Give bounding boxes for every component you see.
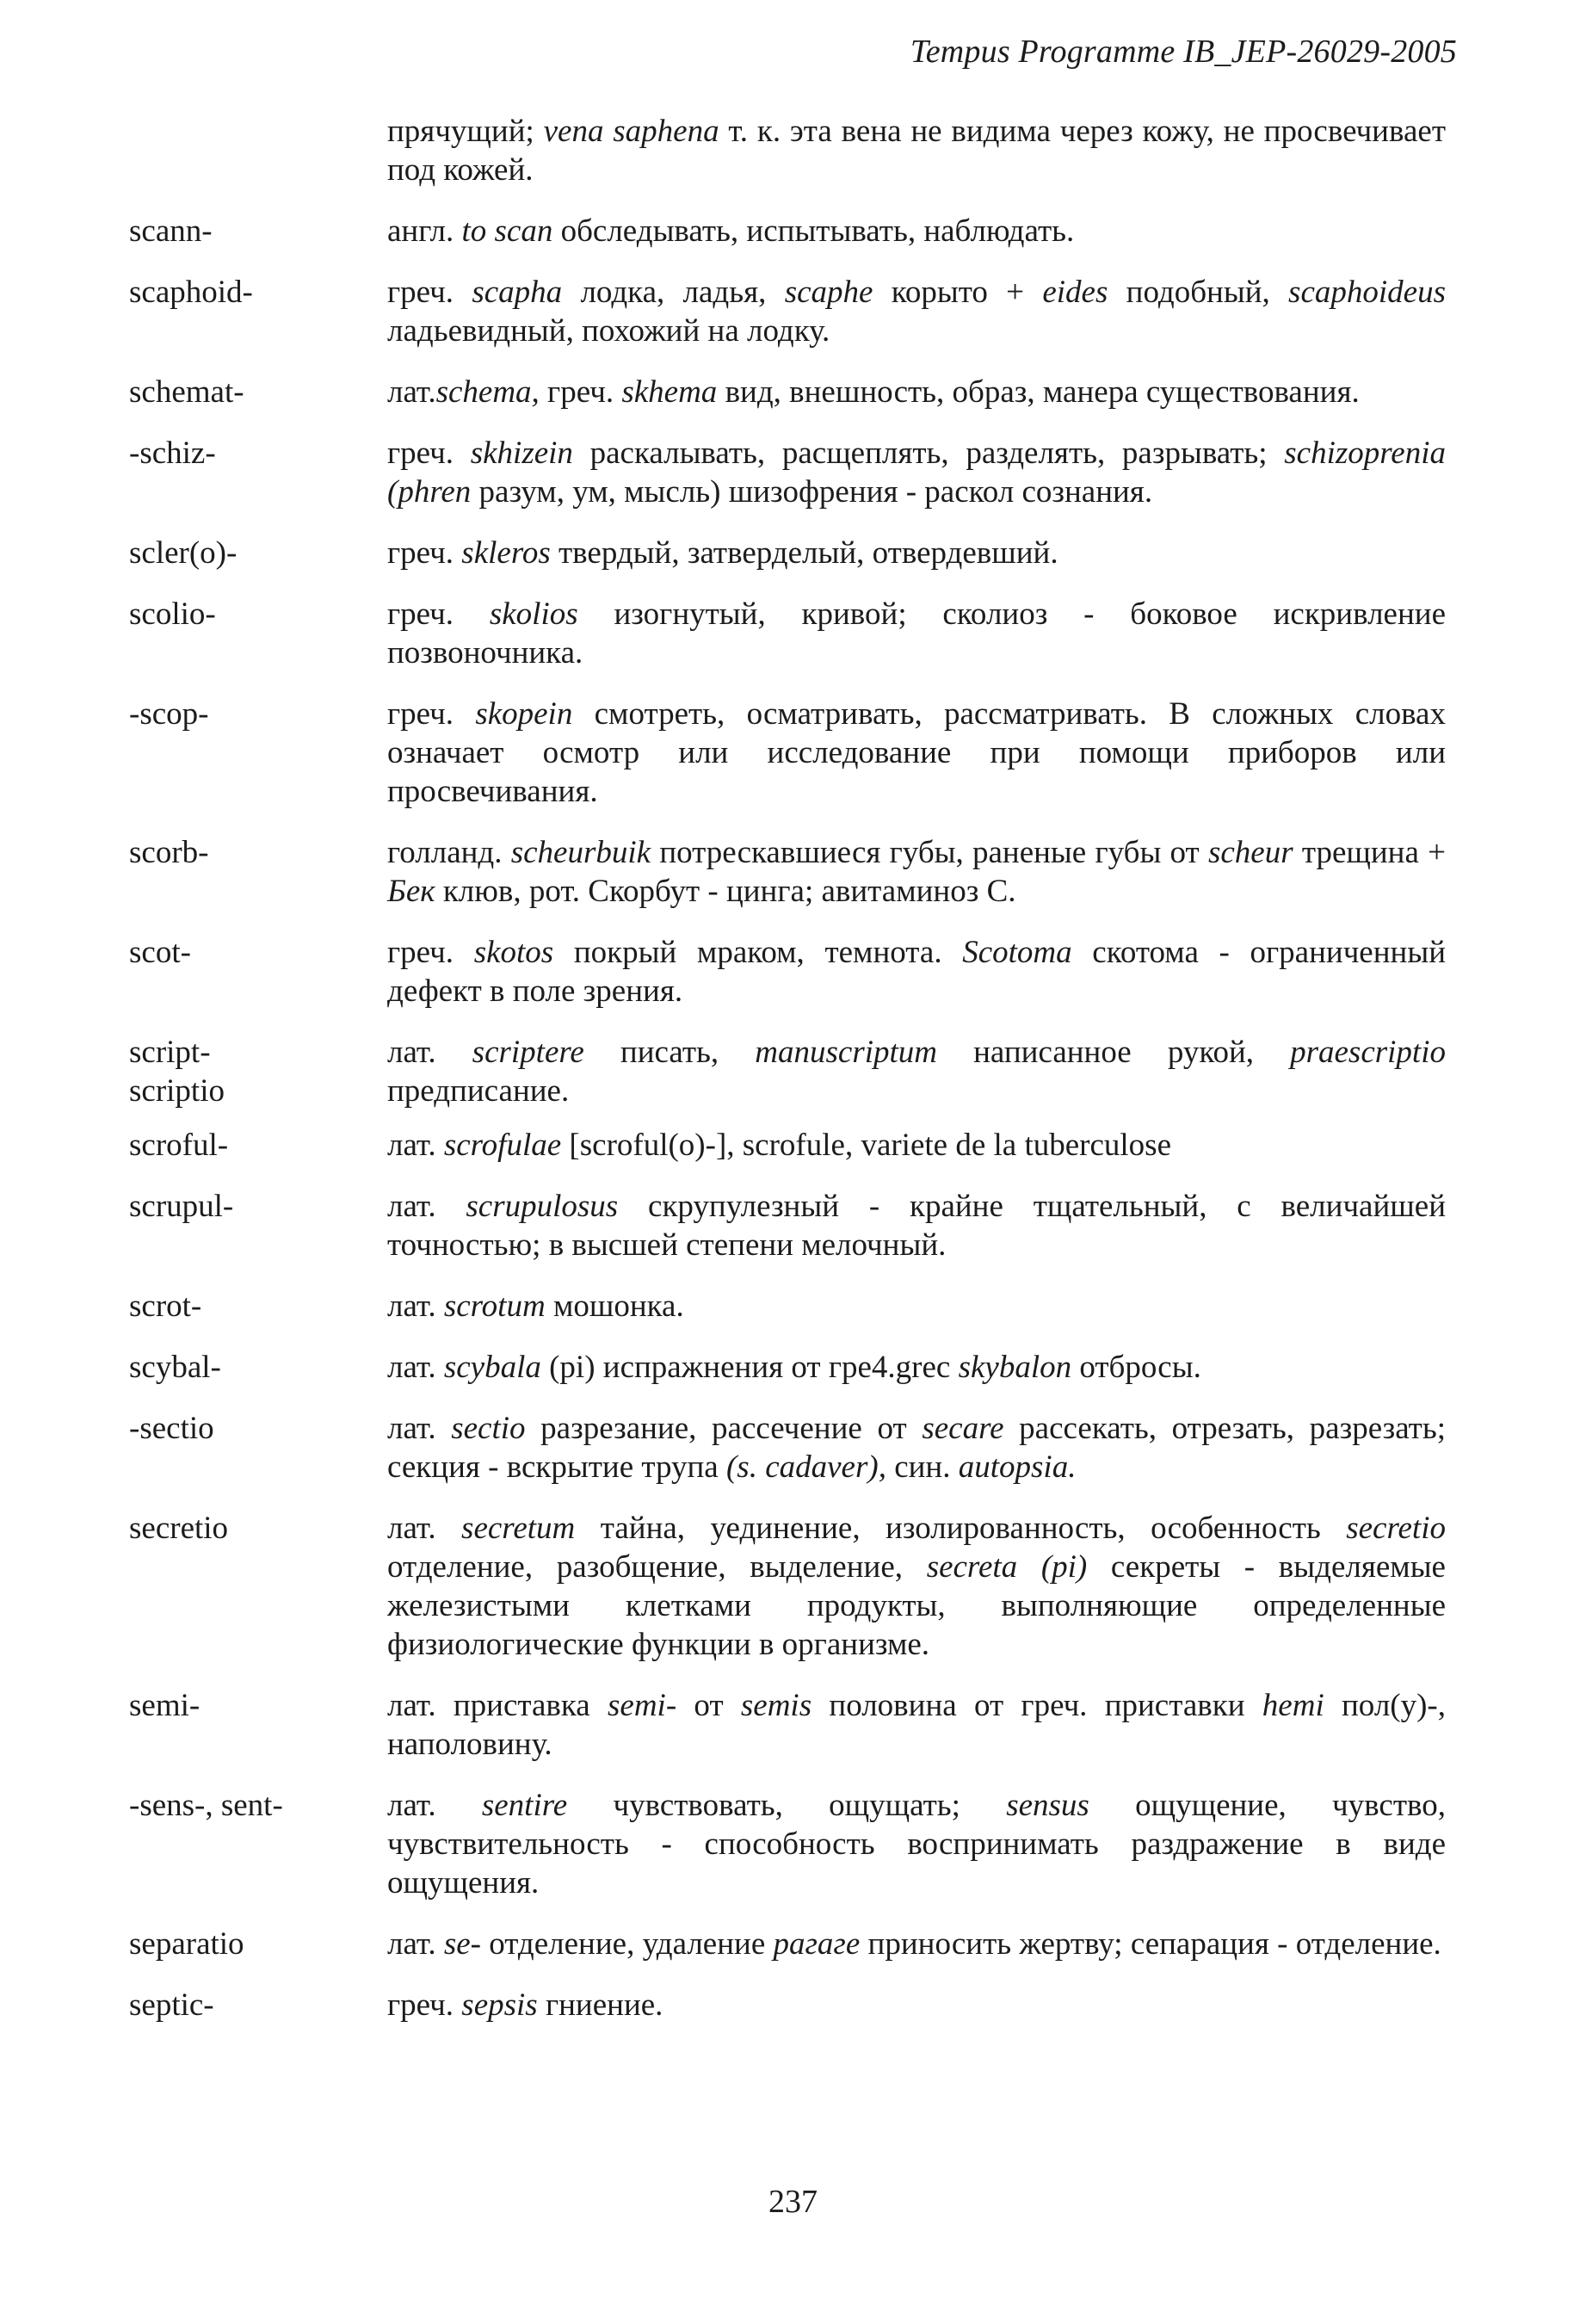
italic-word: secreta (pi)	[926, 1549, 1088, 1585]
definition-text: чувствовать, ощущать;	[567, 1788, 1007, 1823]
definition-text: греч.	[387, 935, 474, 970]
definition-text: греч.	[387, 1987, 462, 2023]
italic-word: (s. cadaver),	[725, 1449, 886, 1485]
italic-word: skotos	[473, 935, 554, 970]
definition-text: мошонка.	[545, 1289, 684, 1324]
definition-text: лат.	[387, 1926, 444, 1962]
definition-text: половина от греч. приставки	[812, 1688, 1262, 1723]
italic-word: autopsia.	[958, 1449, 1077, 1485]
italic-word: semi-	[608, 1688, 677, 1723]
definition-text: [scroful(o)-], scrofule, variete de la tuberculose	[561, 1128, 1172, 1163]
entry-definition	[387, 1786, 1446, 1902]
definition-text: трещина +	[1293, 835, 1446, 870]
definition-text: гниение.	[537, 1987, 663, 2023]
italic-word: vena saphena	[543, 114, 719, 149]
glossary-entry	[129, 112, 1446, 189]
definition-text: скрупулезный - крайне тщательный, с величайшей точностью; в высшей степени мелочный.	[387, 1189, 1446, 1263]
italic-word: sensus	[1006, 1788, 1089, 1823]
entry-definition	[387, 273, 1446, 350]
glossary-entry	[129, 1986, 1446, 2024]
entry-term: separatio	[129, 1926, 244, 1962]
italic-word: skolios	[489, 596, 578, 632]
glossary-entry	[129, 434, 1446, 511]
definition-text: приносить жертву; сепарация - отделение.	[860, 1926, 1441, 1962]
definition-text: лат.	[387, 1128, 444, 1163]
glossary-entry	[129, 1187, 1446, 1264]
entry-definition	[387, 112, 1446, 189]
entry-term: semi-	[129, 1688, 201, 1723]
definition-text: рассекать, отрезать, разрезать; секция - вскрытие трупа	[387, 1411, 1446, 1485]
definition-text: греч.	[387, 436, 471, 471]
entry-term: scaphoid-	[129, 275, 253, 310]
definition-text: лат.	[387, 1788, 482, 1823]
definition-text: разум, ум, мысль) шизофрения - раскол сознания.	[471, 474, 1153, 510]
glossary-entry	[129, 1126, 1446, 1165]
entry-definition	[387, 1033, 1446, 1110]
glossary-entry	[129, 1348, 1446, 1387]
definition-text: т. к. эта вена не видима через кожу, не просвечивает под кожей.	[387, 114, 1446, 188]
italic-word: scybala	[443, 1350, 541, 1385]
entry-definition	[387, 595, 1446, 672]
entry-definition	[387, 1925, 1446, 1963]
italic-word: scaphe	[784, 275, 873, 310]
definition-text: лодка, ладья,	[562, 275, 785, 310]
definition-text: обследывать, испытывать, наблюдать.	[552, 213, 1075, 249]
glossary-entry	[129, 1925, 1446, 1963]
definition-text: ладьевидный, похожий на лодку.	[387, 313, 830, 349]
definition-text: (pi) испражнения от гре4.grec	[540, 1350, 959, 1385]
definition-text: отделение, разобщение, выделение,	[387, 1549, 927, 1585]
italic-word: scapha	[472, 275, 563, 310]
italic-word: schema,	[435, 374, 540, 410]
definition-text: смотреть, осматривать, рассматривать. В сложных словах означает осмотр или исследование при помощи приборов или просвечивания.	[387, 696, 1446, 809]
definition-text: покрый мраком, темнота.	[553, 935, 963, 970]
italic-word: hemi	[1262, 1688, 1324, 1723]
definition-text: отбросы.	[1071, 1350, 1201, 1385]
entry-definition	[387, 695, 1446, 811]
entry-definition	[387, 1686, 1446, 1764]
definition-text: вид, внешность, образ, манера существования.	[717, 374, 1360, 410]
italic-word: skybalon	[958, 1350, 1072, 1385]
entry-definition	[387, 1509, 1446, 1664]
italic-word: to scan	[461, 213, 553, 249]
italic-word: skhizein	[470, 436, 573, 471]
entry-term: scorb-	[129, 835, 209, 870]
italic-word: scheurbuik	[510, 835, 651, 870]
italic-word: scriptere	[472, 1035, 584, 1070]
glossary-entry	[129, 833, 1446, 911]
italic-word: scaphoideus	[1288, 275, 1446, 310]
glossary-entry	[129, 695, 1446, 811]
entry-term: scolio-	[129, 596, 216, 632]
definition-text: тайна, уединение, изолированность, особенность	[575, 1511, 1347, 1546]
entry-definition	[387, 212, 1446, 250]
definition-text: греч.	[539, 374, 622, 410]
entry-term: secretio	[129, 1511, 229, 1546]
italic-word: praescriptio	[1290, 1035, 1446, 1070]
definition-text: лат.	[387, 1511, 462, 1546]
definition-text: лат.	[387, 374, 436, 410]
entry-term: -sens-, sent-	[129, 1788, 283, 1823]
definition-text: прячущий;	[387, 114, 544, 149]
entry-term: schemat-	[129, 374, 244, 410]
italic-word: manuscriptum	[755, 1035, 938, 1070]
entry-term: scroful-	[129, 1128, 229, 1163]
page-number: 237	[768, 2184, 818, 2220]
glossary-entry	[129, 1287, 1446, 1326]
definition-text: лат.	[387, 1411, 452, 1446]
italic-word: scrupulosus	[466, 1189, 619, 1224]
definition-text: изогнутый, кривой; сколиоз - боковое искривление позвоночника.	[387, 596, 1446, 671]
definition-text: разрезание, рассечение от	[525, 1411, 923, 1446]
definition-text: греч.	[387, 275, 472, 310]
glossary-entry	[129, 212, 1446, 250]
definition-text: подобный,	[1108, 275, 1289, 310]
entry-definition	[387, 373, 1446, 411]
italic-word: sepsis	[461, 1987, 538, 2023]
entry-definition	[387, 1126, 1446, 1165]
definition-text: греч.	[387, 696, 476, 732]
entry-term: -sectio	[129, 1411, 214, 1446]
italic-word: se-	[443, 1926, 481, 1962]
entry-definition	[387, 434, 1446, 511]
entry-term: -schiz-	[129, 436, 216, 471]
italic-word: Scotoma	[962, 935, 1072, 970]
entry-term: scybal-	[129, 1350, 221, 1385]
glossary-entry	[129, 1786, 1446, 1902]
running-header: Tempus Programme IB_JEP-26029-2005	[910, 34, 1457, 70]
glossary-entry	[129, 595, 1446, 672]
entry-definition	[387, 1409, 1446, 1486]
definition-text: клюв, рот. Скорбут - цинга; авитаминоз С.	[435, 874, 1016, 909]
definition-text: лат.	[387, 1035, 472, 1070]
entry-definition	[387, 833, 1446, 911]
definition-text: пол(у)-, наполовину.	[387, 1688, 1446, 1762]
definition-text: написанное рукой,	[937, 1035, 1291, 1070]
italic-word: secretum	[461, 1511, 576, 1546]
definition-text: раскалывать, расщеплять, разделять, разрывать;	[572, 436, 1285, 471]
italic-word: skleros	[461, 535, 551, 571]
definition-text: твердый, затверделый, отвердевший.	[550, 535, 1058, 571]
definition-text: лат.	[387, 1350, 444, 1385]
definition-text: корыто +	[873, 275, 1043, 310]
italic-word: sectio	[451, 1411, 526, 1446]
glossary-entry	[129, 534, 1446, 572]
italic-word: scheur	[1207, 835, 1293, 870]
definition-text: лат. приставка	[387, 1688, 608, 1723]
italic-word: skopein	[475, 696, 573, 732]
definition-text: предписание.	[387, 1073, 570, 1109]
glossary-entry	[129, 1033, 1446, 1110]
definition-text: скотома - ограниченный дефект в поле зрения.	[387, 935, 1446, 1009]
definition-text: голланд.	[387, 835, 511, 870]
entry-term: -scop-	[129, 696, 209, 732]
entry-definition	[387, 933, 1446, 1011]
definition-text: син.	[886, 1449, 959, 1485]
italic-word: semis	[740, 1688, 812, 1723]
definition-text: англ.	[387, 213, 462, 249]
entry-term: script- scriptio	[129, 1035, 225, 1109]
italic-word: secare	[922, 1411, 1004, 1446]
entry-term: scann-	[129, 213, 213, 249]
entry-definition	[387, 1287, 1446, 1326]
italic-word: eides	[1042, 275, 1108, 310]
entry-definition	[387, 534, 1446, 572]
italic-word: schizoprenia (phren	[387, 436, 1446, 510]
entry-term: scrupul-	[129, 1189, 234, 1224]
italic-word: scrofulae	[443, 1128, 562, 1163]
entry-term: scler(o)-	[129, 535, 238, 571]
definition-text: потрескавшиеся губы, раненые губы от	[651, 835, 1208, 870]
italic-word: Бек	[387, 874, 435, 909]
entry-definition	[387, 1187, 1446, 1264]
glossary-entry	[129, 273, 1446, 350]
entry-term: scot-	[129, 935, 191, 970]
definition-text: секреты - выделяемые железистыми клетками продукты, выполняющие определенные физиологические функции в организме.	[387, 1549, 1446, 1662]
glossary-entries	[129, 90, 1446, 2024]
glossary-entry	[129, 1409, 1446, 1486]
definition-text: отделение, удаление	[480, 1926, 774, 1962]
glossary-entry	[129, 1686, 1446, 1764]
italic-word: sentire	[481, 1788, 568, 1823]
italic-word: skhema	[621, 374, 718, 410]
italic-word: secretio	[1346, 1511, 1446, 1546]
definition-text: писать,	[583, 1035, 756, 1070]
entry-term: septic-	[129, 1987, 214, 2023]
definition-text: ощущение, чувство, чувствительность - способность воспринимать раздражение в виде ощущения.	[387, 1788, 1446, 1901]
definition-text: лат.	[387, 1189, 466, 1224]
entry-term: scrot-	[129, 1289, 202, 1324]
glossary-entry	[129, 373, 1446, 411]
definition-text: от	[676, 1688, 741, 1723]
definition-text: греч.	[387, 596, 490, 632]
italic-word: scrotum	[443, 1289, 546, 1324]
entry-definition	[387, 1986, 1446, 2024]
italic-word: рагаге	[773, 1926, 861, 1962]
definition-text: греч.	[387, 535, 462, 571]
definition-text: лат.	[387, 1289, 444, 1324]
glossary-entry	[129, 933, 1446, 1011]
entry-definition	[387, 1348, 1446, 1387]
glossary-entry	[129, 1509, 1446, 1664]
